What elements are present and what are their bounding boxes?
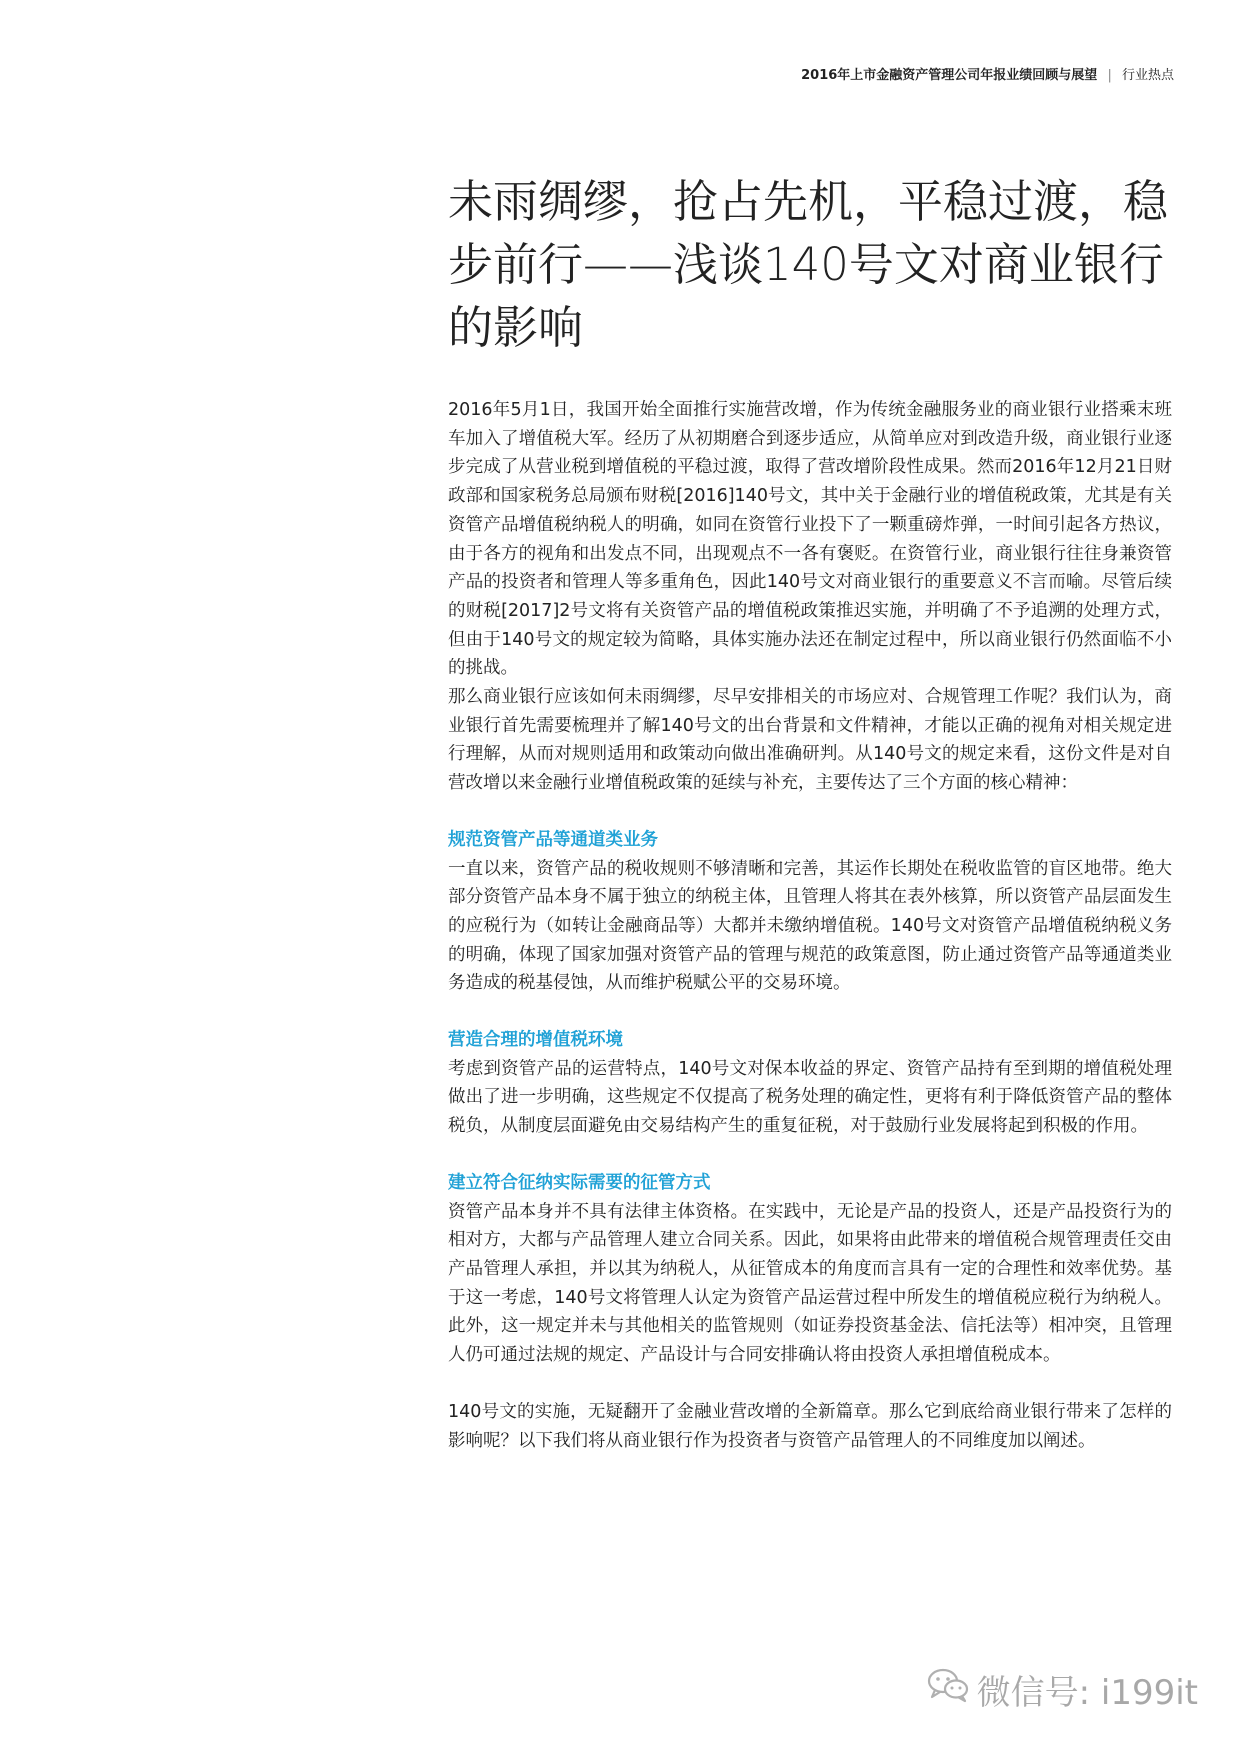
section-heading: 营造合理的增值税环境 — [448, 1030, 623, 1051]
section-label: 行业热点 — [1121, 68, 1174, 83]
section-body: 一直以来，资管产品的税收规则不够清晰和完善，其运作长期处在税收监管的盲区地带。绝大部分资管产品本身不属于独立的纳税主体，且管理人将其在表外核算，所以资管产品层面发生的应税行为（如转让金融商品等）大都并未缴纳增值税。140号文对资管产品增值税纳税义务的明确，体现了国家加强对资管产品的管理与规范的政策意图，防止通过资管产品等通道类业务造成的税基侵蚀，从而维护税赋公平的交易环境。 — [448, 858, 1172, 994]
report-title: 2016年上市金融资产管理公司年报业绩回顾与展望 — [801, 68, 1098, 83]
section-body: 资管产品本身并不具有法律主体资格。在实践中，无论是产品的投资人，还是产品投资行为的相对方，大都与产品管理人建立合同关系。因此，如果将由此带来的增值税合规管理责任交由产品管理人承担，并以其为纳税人，从征管成本的角度而言具有一定的合理性和效率优势。基于这一考虑，140号文将管理人认定为资管产品运营过程中所发生的增值税应税行为纳税人。此外，这一规定并未与其他相关的监管规则（如证券投资基金法、信托法等）相冲突，且管理人仍可通过法规的规定、产品设计与合同安排确认将由投资人承担增值税成本。 — [448, 1201, 1172, 1366]
intro-paragraph: 2016年5月1日，我国开始全面推行实施营改增，作为传统金融服务业的商业银行业搭乘末班车加入了增值税大军。经历了从初期磨合到逐步适应，从简单应对到改造升级，商业银行业逐步完成了从营业税到增值税的平稳过渡，取得了营改增阶段性成果。然而2016年12月21日财政部和国家税务总局颁布财税[2016]140号文，其中关于金融行业的增值税政策，尤其是有关资管产品增值税纳税人的明确，如同在资管行业投下了一颗重磅炸弹，一时间引起各方热议，由于各方的视角和出发点不同，出现观点不一各有褒贬。在资管行业，商业银行往往身兼资管产品的投资者和管理人等多重角色，因此140号文对商业银行的重要意义不言而喻。尽管后续的财税[2017]2号文将有关资管产品的增值税政策推迟实施，并明确了不予追溯的处理方式，但由于140号文的规定较为简略，具体实施办法还在制定过程中，所以商业银行仍然面临不小的挑战。 — [448, 400, 1172, 679]
page-header — [801, 64, 1174, 83]
header-separator: | — [1107, 68, 1112, 83]
section-body: 考虑到资管产品的运营特点，140号文对保本收益的界定、资管产品持有至到期的增值税处理做出了进一步明确，这些规定不仅提高了税务处理的确定性，更将有利于降低资管产品的整体税负，从制度层面避免由交易结构产生的重复征税，对于鼓励行业发展将起到积极的作用。 — [448, 1058, 1172, 1137]
watermark-text: 微信号: i199it — [976, 1673, 1198, 1713]
section-collection-method — [448, 1169, 1172, 1370]
section-vat-environment — [448, 1026, 1172, 1141]
section-channel-business — [448, 826, 1172, 998]
closing-paragraph: 140号文的实施，无疑翻开了金融业营改增的全新篇章。那么它到底给商业银行带来了怎样的影响呢？以下我们将从商业银行作为投资者与资管产品管理人的不同维度加以阐述。 — [448, 1401, 1172, 1451]
section-heading: 规范资管产品等通道类业务 — [448, 829, 658, 850]
wechat-watermark — [927, 1665, 1198, 1714]
wechat-icon — [927, 1667, 969, 1712]
article-body — [448, 396, 1172, 1455]
section-heading: 建立符合征纳实际需要的征管方式 — [448, 1172, 711, 1193]
paragraph-core-spirit: 那么商业银行应该如何未雨绸缪，尽早安排相关的市场应对、合规管理工作呢？我们认为，商业银行首先需要梳理并了解140号文的出台背景和文件精神，才能以正确的视角对相关规定进行理解，从而对规则适用和政策动向做出准确研判。从140号文的规定来看，这份文件是对自营改增以来金融行业增值税政策的延续与补充，主要传达了三个方面的核心精神： — [448, 687, 1172, 794]
article-title: 未雨绸缪，抢占先机，平稳过渡，稳步前行——浅谈140号文对商业银行的影响 — [448, 175, 1169, 354]
